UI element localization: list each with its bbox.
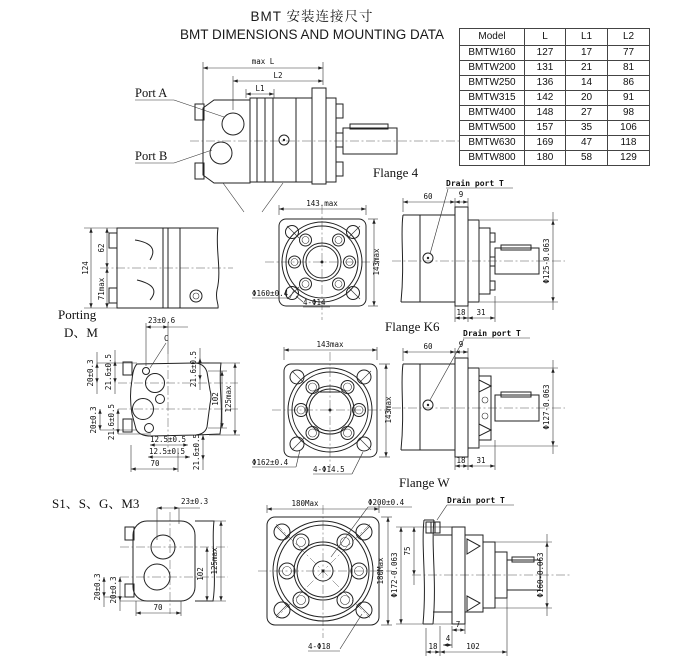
table-cell: 47 — [566, 136, 608, 151]
table-cell: 86 — [608, 76, 650, 91]
dim-31-1: 31 — [476, 308, 486, 317]
table-cell: 142 — [525, 91, 566, 106]
table-cell: 136 — [525, 76, 566, 91]
porting-label: Porting — [58, 307, 97, 322]
dim-102-s: 102 — [196, 567, 205, 581]
table-cell: 14 — [566, 76, 608, 91]
col-header-l1: L1 — [566, 29, 608, 46]
dim-9-1: 9 — [458, 190, 464, 199]
dim-102-w: 102 — [466, 642, 480, 651]
table-cell: 77 — [608, 46, 650, 61]
flange-front-view-1 — [252, 199, 381, 320]
table-cell: 118 — [608, 136, 650, 151]
dim-60-1: 60 — [423, 192, 433, 201]
dim-holes-14: 4-Φ14 — [303, 298, 326, 307]
dim-125-a: 12.5±0.5 — [149, 435, 187, 444]
table-cell: 157 — [525, 121, 566, 136]
wheel-side-view — [390, 495, 570, 656]
table-cell: 35 — [566, 121, 608, 136]
table-cell: 17 — [566, 46, 608, 61]
side-view-row3 — [392, 328, 565, 470]
dim-60-2: 60 — [423, 342, 433, 351]
dim-4: 4 — [445, 634, 451, 643]
table-cell: 106 — [608, 121, 650, 136]
side-view-row2 — [385, 178, 565, 334]
dim-75: 75 — [403, 546, 412, 556]
drain-port-label-1: Drain port T — [446, 179, 504, 188]
table-cell: BMTW400 — [460, 106, 525, 121]
table-cell: 27 — [566, 106, 608, 121]
dim-143max-right-1: 143max — [372, 248, 381, 276]
dim-max-l: max L — [251, 57, 275, 66]
dim-143max-top-2: 143max — [316, 340, 344, 349]
dim-18-3: 18 — [428, 642, 438, 651]
table-cell: 148 — [525, 106, 566, 121]
page-title-cn: BMT 安装连接尺寸 — [250, 9, 374, 24]
dim-125-b: 12.5±0.5 — [148, 447, 186, 456]
dim-71max: 71max — [97, 277, 106, 301]
dim-dia-160: Φ160-0.063 — [536, 552, 545, 598]
col-header-l2: L2 — [608, 29, 650, 46]
dim-70-s: 70 — [153, 603, 163, 612]
wheel-flange-front-view — [258, 498, 412, 651]
table-cell: BMTW250 — [460, 76, 525, 91]
port-a-label: Port A — [135, 86, 168, 100]
dim-20-a: 20±0.3 — [93, 573, 102, 601]
dim-pilot-160: Φ160±0.4 — [252, 289, 289, 298]
table-cell: 21 — [566, 61, 608, 76]
dim-20-b: 20±0.3 — [109, 576, 118, 604]
dim-125max-s: 125max — [210, 547, 219, 575]
table-cell: 169 — [525, 136, 566, 151]
flange-front-view-2 — [252, 340, 450, 490]
flange-w-label: Flange W — [399, 475, 450, 490]
dim-7: 7 — [455, 620, 461, 629]
dim-l2: L2 — [273, 71, 283, 80]
table-cell: 129 — [608, 151, 650, 166]
dim-18-2: 18 — [456, 456, 466, 465]
table-cell: 20 — [566, 91, 608, 106]
dim-70: 70 — [150, 459, 160, 468]
dim-216-right: 21.6±0.5 — [189, 350, 198, 388]
dim-pilot-200: Φ200±0.4 — [368, 498, 405, 507]
table-cell: 91 — [608, 91, 650, 106]
dim-23-06: 23±0.6 — [148, 316, 176, 325]
table-cell: 81 — [608, 61, 650, 76]
table-cell: BMTW315 — [460, 91, 525, 106]
table-cell: 98 — [608, 106, 650, 121]
table-cell: BMTW160 — [460, 46, 525, 61]
dim-dia-172: Φ172-0.063 — [390, 552, 399, 598]
drain-port-label-3: Drain port T — [447, 496, 505, 505]
dim-62: 62 — [97, 243, 106, 253]
dim-dia-127: Φ127-0.063 — [542, 384, 551, 430]
hole-c-label: C — [164, 334, 169, 343]
table-cell: 127 — [525, 46, 566, 61]
table-cell: 131 — [525, 61, 566, 76]
table-cell: 58 — [566, 151, 608, 166]
dim-pilot-162: Φ162±0.4 — [252, 458, 289, 467]
dim-125max: 125max — [224, 385, 233, 413]
table-cell: BMTW800 — [460, 151, 525, 166]
porting-s-view — [93, 497, 228, 616]
dim-143max-right-2: 143max — [384, 396, 393, 424]
dim-holes-18: 4-Φ18 — [308, 642, 331, 651]
table-cell: BMTW500 — [460, 121, 525, 136]
motor-top-view — [81, 228, 233, 308]
dim-18-1: 18 — [456, 308, 466, 317]
dim-143max-top-1: 143.max — [306, 199, 338, 208]
flange-4-label: Flange 4 — [373, 165, 419, 180]
dim-180max-right: 180Max — [376, 557, 385, 585]
port-b-label: Port B — [135, 149, 168, 163]
dim-20-bot: 20±0.3 — [89, 406, 98, 434]
dim-216-bot: 21.6±0.5 — [107, 403, 116, 441]
page-title-en: BMT DIMENSIONS AND MOUNTING DATA — [179, 27, 444, 42]
col-header-model: Model — [460, 29, 525, 46]
flange-k6-label: Flange K6 — [385, 319, 440, 334]
motor-side-view — [135, 57, 462, 212]
dim-20-top: 20±0.3 — [86, 359, 95, 387]
dim-l1: L1 — [255, 84, 265, 93]
dim-23-03: 23±0.3 — [181, 497, 209, 506]
dim-124: 124 — [81, 261, 90, 275]
porting-s-label: S1、S、G、M3 — [52, 496, 140, 511]
dim-102: 102 — [211, 392, 220, 406]
drain-port-label-2: Drain port T — [463, 329, 521, 338]
porting-dm-view — [86, 316, 240, 472]
dim-180max-top: 180Max — [291, 499, 319, 508]
dim-216-top: 21.6±0.5 — [104, 353, 113, 391]
dim-31-2: 31 — [476, 456, 486, 465]
table-cell: 180 — [525, 151, 566, 166]
table-cell: BMTW200 — [460, 61, 525, 76]
porting-type-label: D、M — [64, 325, 98, 340]
dim-dia-125: Φ125-0.063 — [542, 238, 551, 284]
dim-holes-145: 4-Φ14.5 — [313, 465, 345, 474]
table-cell: BMTW630 — [460, 136, 525, 151]
dim-216-br: 21.6±0.5 — [192, 433, 201, 471]
col-header-l: L — [525, 29, 566, 46]
dim-9-2: 9 — [458, 340, 464, 349]
